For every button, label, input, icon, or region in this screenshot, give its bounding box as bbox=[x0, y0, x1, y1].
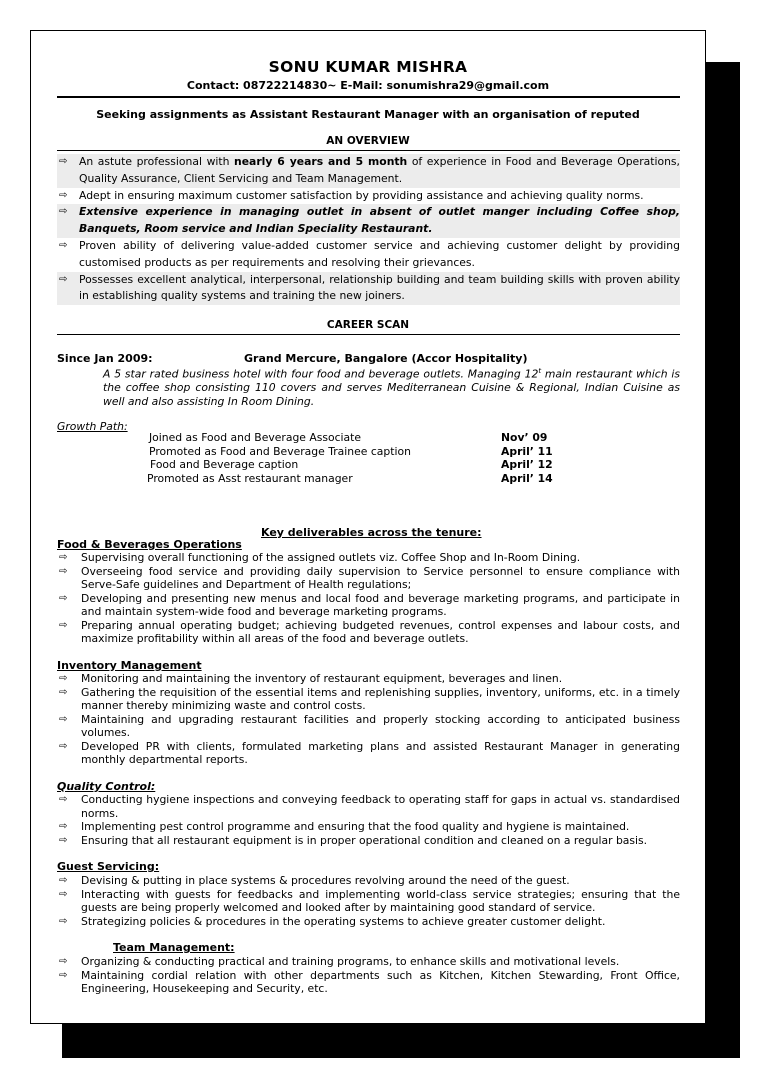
header-rule bbox=[57, 96, 680, 98]
arrow-bullet-icon: ⇨ bbox=[59, 619, 68, 631]
overview-heading: AN OVERVIEW bbox=[326, 135, 410, 147]
quality-heading: Quality Control: bbox=[57, 780, 156, 793]
arrow-bullet-icon: ⇨ bbox=[59, 794, 68, 805]
overview-list bbox=[57, 154, 680, 305]
career-rule bbox=[57, 334, 680, 335]
resume-page bbox=[30, 30, 706, 1024]
list-item: ⇨ Devising & putting in place systems & procedures revolving around the need of the guest. bbox=[59, 874, 570, 887]
team-list bbox=[57, 955, 680, 996]
arrow-bullet-icon: ⇨ bbox=[59, 875, 68, 886]
overview-item: ⇨ Extensive experience in managing outlet in absent of outlet manger including Coffee shop, Banquets, Room service and Indian Speciality Restaurant. bbox=[57, 204, 680, 238]
overview-rule bbox=[57, 150, 680, 151]
growth-row: Food and Beverage caption April’ 12 bbox=[150, 458, 553, 471]
list-item: ⇨ Developing and presenting new menus and local food and beverage marketing programs, and participate in and maintain system-wide food and beverage marketing programs. bbox=[59, 591, 680, 618]
arrow-bullet-icon: ⇨ bbox=[59, 206, 68, 218]
arrow-bullet-icon: ⇨ bbox=[59, 888, 68, 900]
arrow-bullet-icon: ⇨ bbox=[59, 686, 68, 698]
employment-since: Since Jan 2009: bbox=[57, 352, 153, 365]
arrow-bullet-icon: ⇨ bbox=[59, 673, 68, 684]
arrow-bullet-icon: ⇨ bbox=[59, 565, 68, 577]
arrow-bullet-icon: ⇨ bbox=[59, 189, 68, 201]
arrow-bullet-icon: ⇨ bbox=[59, 239, 68, 251]
list-item: ⇨ Gathering the requisition of the essential items and replenishing supplies, inventory, uniforms, etc. in a timely manner thereby minimizing waste and control costs. bbox=[59, 685, 680, 712]
overview-item: ⇨ Possesses excellent analytical, interpersonal, relationship building and team building skills with proven ability in establishing quality systems and training the new joiners. bbox=[57, 272, 680, 306]
inventory-heading: Inventory Management bbox=[57, 659, 202, 672]
growth-row: Promoted as Asst restaurant manager April’ 14 bbox=[147, 471, 553, 485]
overview-item: ⇨ An astute professional with nearly 6 years and 5 month of experience in Food and Beverage Operations, Quality Assurance, Client Servicing and Team Management. bbox=[57, 154, 680, 188]
contact-line: Contact: 08722214830~ E-Mail: sonumishra29@gmail.com bbox=[186, 79, 550, 92]
employment-line bbox=[57, 352, 680, 365]
guest-list bbox=[57, 874, 680, 928]
career-heading: CAREER SCAN bbox=[326, 319, 410, 331]
overview-item: ⇨ Adept in ensuring maximum customer satisfaction by providing assistance and achieving quality norms. bbox=[57, 188, 680, 205]
list-item: ⇨ Overseeing food service and providing daily supervision to Service personnel to ensure compliance with Serve-Safe guidelines and Department of Health regulations; bbox=[59, 564, 680, 591]
list-item: ⇨ Implementing pest control programme and ensuring that the food quality and hygiene is maintained. bbox=[59, 820, 630, 833]
list-item: ⇨ Conducting hygiene inspections and conveying feedback to operating staff for gaps in actual vs. standardised norms. bbox=[59, 793, 680, 820]
arrow-bullet-icon: ⇨ bbox=[59, 552, 68, 563]
list-item: ⇨ Preparing annual operating budget; achieving budgeted revenues, control expenses and labour costs, and maximize profitability within all areas of the food and beverage outlets. bbox=[59, 618, 680, 645]
list-item: ⇨ Ensuring that all restaurant equipment is in proper operational condition and cleaned on a regular basis. bbox=[59, 833, 648, 847]
list-item: ⇨ Supervising overall functioning of the assigned outlets viz. Coffee Shop and In-Room Dining. bbox=[59, 551, 581, 564]
list-item: ⇨ Developed PR with clients, formulated marketing plans and assisted Restaurant Manager in generating monthly departmental reports. bbox=[59, 739, 680, 766]
fb-heading: Food & Beverages Operations bbox=[57, 538, 242, 551]
overview-item: ⇨ Proven ability of delivering value-added customer service and achieving customer delight by providing customised products as per requirements and resolving their grievances. bbox=[59, 238, 680, 269]
arrow-bullet-icon: ⇨ bbox=[59, 821, 68, 832]
arrow-bullet-icon: ⇨ bbox=[59, 915, 68, 927]
list-item: ⇨ Organizing & conducting practical and training programs, to enhance skills and motivational levels. bbox=[59, 955, 620, 968]
objective: Seeking assignments as Assistant Restaurant Manager with an organisation of reputed bbox=[96, 108, 640, 121]
team-heading: Team Management: bbox=[113, 941, 235, 954]
arrow-bullet-icon: ⇨ bbox=[59, 156, 68, 167]
list-item: ⇨ Monitoring and maintaining the inventory of restaurant equipment, beverages and linen. bbox=[59, 672, 563, 685]
deliverables-heading: Key deliverables across the tenure: bbox=[261, 526, 482, 539]
arrow-bullet-icon: ⇨ bbox=[59, 956, 68, 967]
arrow-bullet-icon: ⇨ bbox=[59, 592, 68, 604]
arrow-bullet-icon: ⇨ bbox=[59, 713, 68, 725]
quality-list bbox=[57, 793, 680, 847]
inventory-list bbox=[57, 672, 680, 767]
guest-heading: Guest Servicing: bbox=[57, 860, 160, 873]
growth-path-list bbox=[57, 431, 680, 485]
arrow-bullet-icon: ⇨ bbox=[59, 273, 68, 285]
arrow-bullet-icon: ⇨ bbox=[59, 834, 68, 846]
arrow-bullet-icon: ⇨ bbox=[59, 740, 68, 752]
growth-row: Promoted as Food and Beverage Trainee caption April’ 11 bbox=[149, 444, 553, 458]
list-item: ⇨ Interacting with guests for feedbacks and implementing world-class service strategies; ensuring that the guests are being properly welcomed and looked after by maintaining good standard of service. bbox=[59, 887, 680, 914]
growth-path-label: Growth Path: bbox=[57, 420, 128, 433]
list-item: ⇨ Strategizing policies & procedures in the operating systems to achieve greater customer delight. bbox=[59, 914, 606, 928]
employer: Grand Mercure, Bangalore (Accor Hospitality) bbox=[244, 352, 528, 365]
employer-description: A 5 star rated business hotel with four food and beverage outlets. Managing 12$^t$ main restaurant which is the coffee shop consisting 110 covers and serves Mediterranean Cuisine & Regional, Indian Cuisine as well and also assisting In Room Dining. bbox=[103, 367, 680, 408]
growth-row: Joined as Food and Beverage Associate Nov’ 09 bbox=[149, 431, 548, 444]
candidate-name: SONU KUMAR MISHRA bbox=[268, 58, 468, 76]
list-item: ⇨ Maintaining cordial relation with other departments such as Kitchen, Kitchen Stewarding, Front Office, Engineering, Housekeeping and Security, etc. bbox=[59, 968, 680, 995]
fb-list bbox=[57, 551, 680, 646]
list-item: ⇨ Maintaining and upgrading restaurant facilities and properly stocking according to anticipated business volumes. bbox=[59, 712, 680, 739]
arrow-bullet-icon: ⇨ bbox=[59, 969, 68, 981]
